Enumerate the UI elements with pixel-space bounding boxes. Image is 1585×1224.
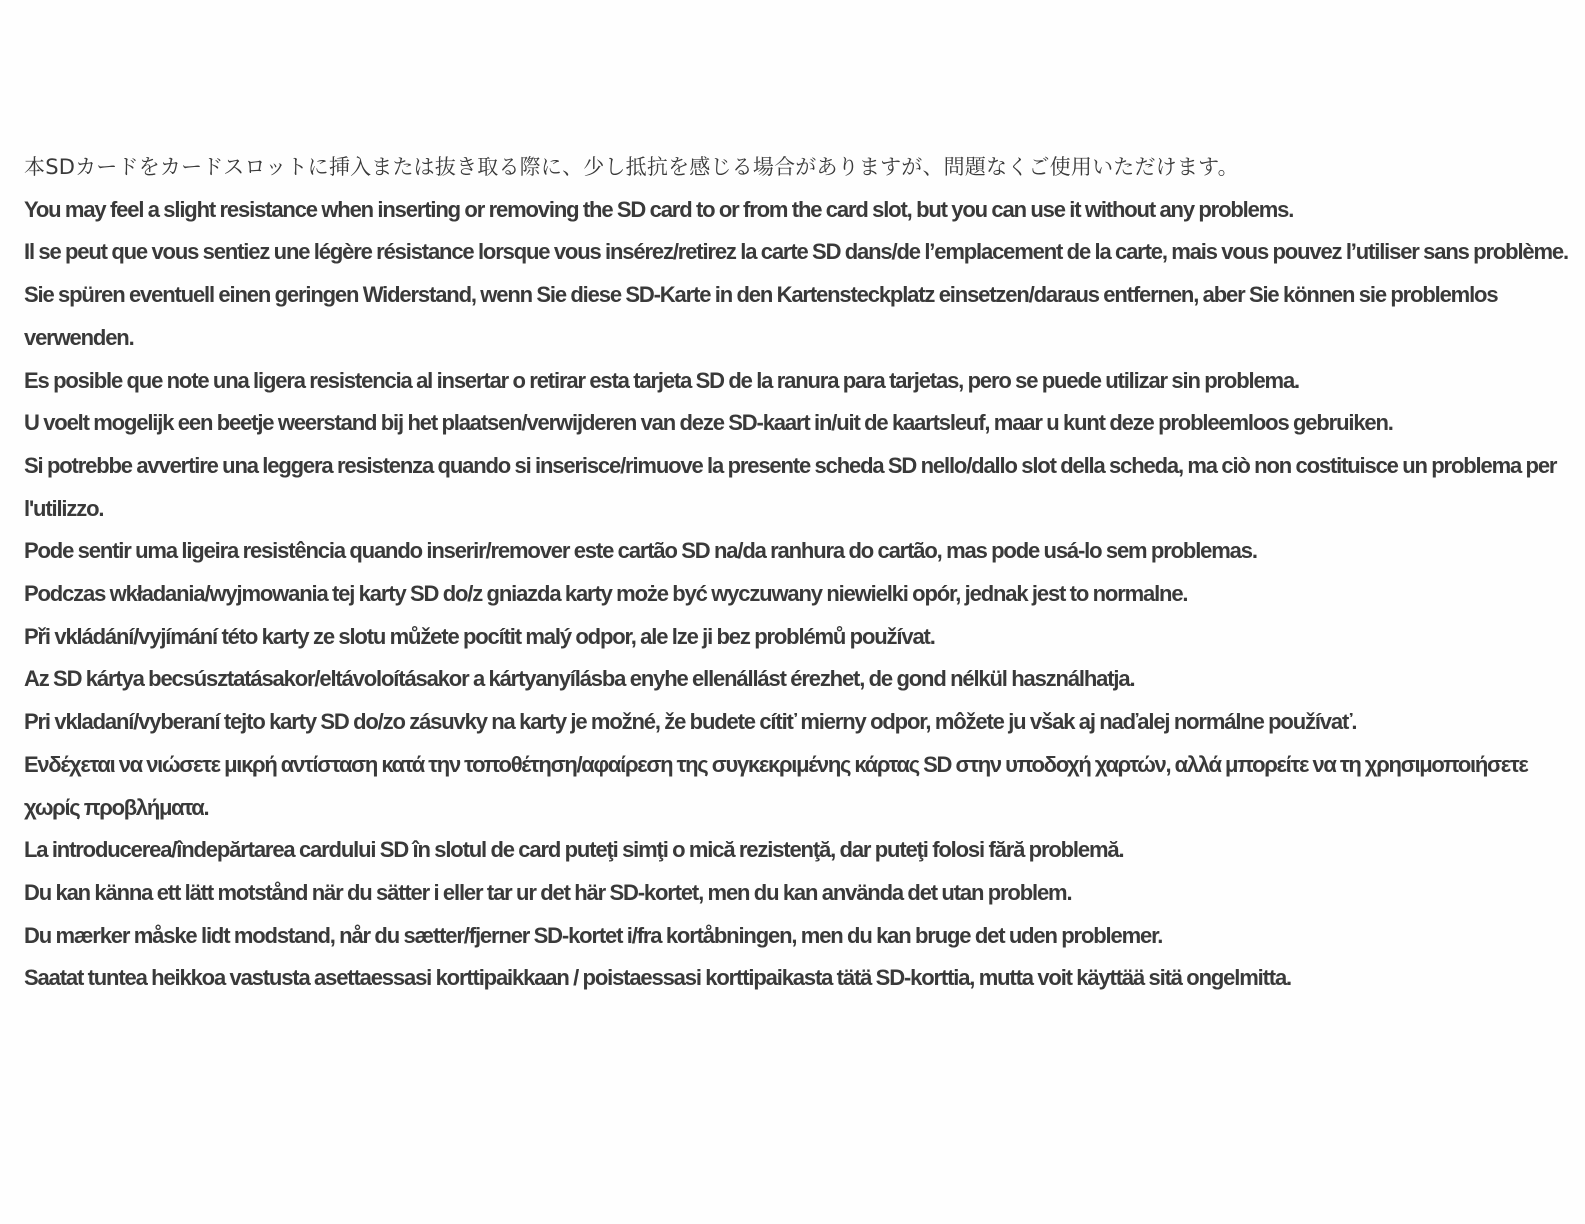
notice-paragraph-greek: Ενδέχεται να νιώσετε μικρή αντίσταση κατά την τοποθέτηση/αφαίρεση της συγκεκριμένης κάρτας SD στην υποδοχή χαρτών, αλλά μπορείτε να τη χρησιμοποιήσετε χωρίς προβλήματα. (24, 751, 1528, 820)
notice-paragraph-hungarian: Az SD kártya becsúsztatásakor/eltávoloításakor a kártyanyílásba enyhe ellenállást érezhet, de gond nélkül használhatja. (24, 666, 1135, 692)
notice-paragraph-english: You may feel a slight resistance when inserting or removing the SD card to or from the card slot, but you can use it without any problems. (24, 196, 1294, 222)
notice-paragraph-finnish: Saatat tuntea heikkoa vastusta asettaessasi korttipaikkaan / poistaessasi korttipaikasta tätä SD-korttia, mutta voit käyttää sitä ongelmitta. (24, 965, 1291, 991)
notice-paragraph-swedish: Du kan känna ett lätt motstånd när du sätter i eller tar ur det här SD-kortet, men du kan använda det utan problem. (24, 879, 1072, 905)
notice-paragraph-portuguese: Pode sentir uma ligeira resistência quando inserir/remover este cartão SD na/da ranhura do cartão, mas pode usá-lo sem problemas. (24, 538, 1257, 564)
notice-paragraph-japanese: 本SDカードをカードスロットに挿入または抜き取る際に、少し抵抗を感じる場合がありますが、問題なくご使用いただけます。 (24, 155, 1239, 179)
notice-paragraph-polish: Podczas wkładania/wyjmowania tej karty SD do/z gniazda karty może być wyczuwany niewielki opór, jednak jest to normalne. (24, 581, 1188, 607)
notice-paragraph-slovak: Pri vkladaní/vyberaní tejto karty SD do/zo zásuvky na karty je možné, že budete cítiť mierny odpor, môžete ju však aj naďalej normálne používať. (24, 709, 1357, 735)
notice-paragraph-german: Sie spüren eventuell einen geringen Widerstand, wenn Sie diese SD-Karte in den Kartensteckplatz einsetzen/daraus entfernen, aber Sie können sie problemlos verwenden. (24, 282, 1498, 350)
notice-paragraph-danish: Du mærker måske lidt modstand, når du sætter/fjerner SD-kortet i/fra kortåbningen, men du kan bruge det uden problemer. (24, 922, 1163, 948)
sd-card-notice (24, 146, 1574, 1000)
notice-paragraph-dutch: U voelt mogelijk een beetje weerstand bij het plaatsen/verwijderen van deze SD-kaart in/uit de kaartsleuf, maar u kunt deze probleemloos gebruiken. (24, 410, 1393, 436)
notice-paragraph-romanian: La introducerea/îndepărtarea cardului SD în slotul de card puteţi simţi o mică rezistenţă, dar puteţi folosi fără problemă. (24, 837, 1124, 863)
notice-paragraph-french: Il se peut que vous sentiez une légère résistance lorsque vous insérez/retirez la carte SD dans/de l’emplacement de la carte, mais vous pouvez l’utiliser sans problème. (24, 239, 1568, 265)
notice-paragraph-italian: Si potrebbe avvertire una leggera resistenza quando si inserisce/rimuove la presente scheda SD nello/dallo slot della scheda, ma ciò non costituisce un problema per l'utilizzo. (24, 452, 1557, 521)
notice-paragraph-spanish: Es posible que note una ligera resistencia al insertar o retirar esta tarjeta SD de la ranura para tarjetas, pero se puede utilizar sin problema. (24, 367, 1299, 393)
notice-paragraph-czech: Při vkládání/vyjímání této karty ze slotu můžete pocítit malý odpor, ale lze ji bez problémů používat. (24, 623, 935, 649)
